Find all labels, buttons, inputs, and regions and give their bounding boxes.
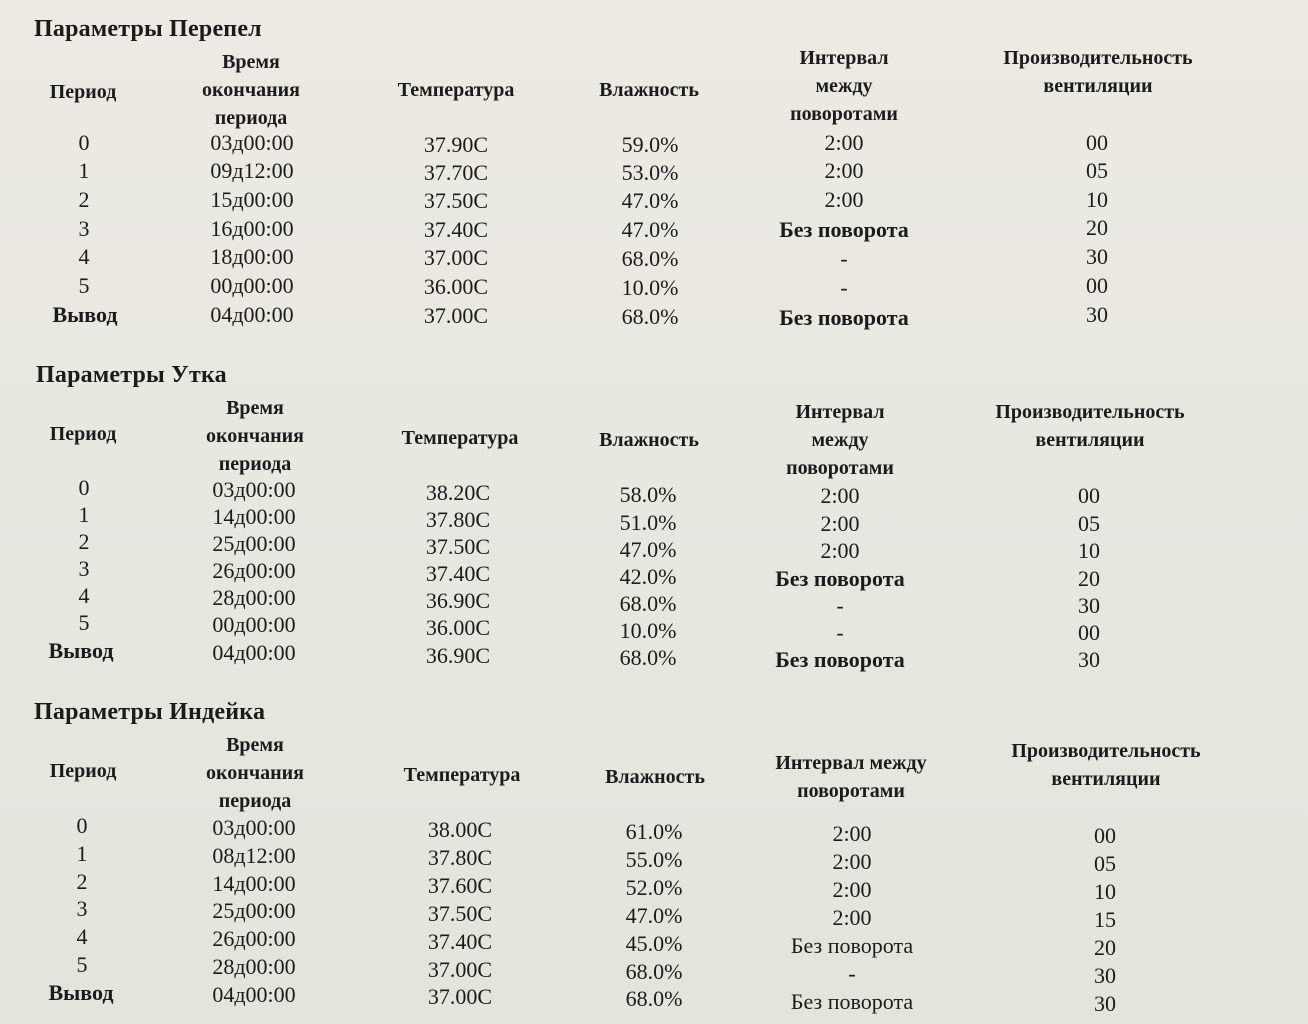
cell-end-time: 00д00:00 (210, 273, 294, 298)
cell-period: 4 (78, 244, 90, 269)
cell-ventilation: 20 (1094, 935, 1116, 960)
cell-end-time: 14д00:00 (212, 871, 296, 896)
cell-period: 1 (78, 158, 90, 183)
cell-interval: Без поворота (775, 566, 905, 591)
cell-ventilation: 30 (1078, 647, 1100, 672)
cell-ventilation: 00 (1086, 130, 1108, 155)
cell-ventilation: 10 (1078, 538, 1100, 563)
cell-end-time: 03д00:00 (212, 815, 296, 840)
cell-end-time: 26д00:00 (212, 558, 296, 583)
cell-interval: 2:00 (824, 158, 864, 183)
header-temperature: Температура (397, 79, 515, 101)
cell-period: Вывод (52, 302, 118, 327)
cell-temperature: 37.50C (423, 188, 489, 213)
header-end-time: Время окончания периода (202, 51, 300, 129)
cell-interval: 2:00 (832, 905, 872, 930)
cell-period: 2 (76, 869, 88, 894)
cell-period: 5 (78, 610, 90, 635)
cell-end-time: 18д00:00 (210, 244, 294, 269)
cell-ventilation: 00 (1086, 273, 1108, 298)
cell-humidity: 55.0% (625, 847, 683, 872)
cell-ventilation: 10 (1086, 187, 1108, 212)
cell-humidity: 68.0% (621, 304, 679, 329)
cell-humidity: 47.0% (621, 217, 679, 242)
cell-humidity: 68.0% (625, 959, 683, 984)
header-ventilation: Производительность вентиляции (995, 401, 1185, 451)
cell-ventilation: 30 (1086, 244, 1108, 269)
header-end-time: Время окончания периода (206, 397, 304, 475)
header-turn-interval: Интервал между поворотами (786, 401, 894, 479)
header-period: Период (49, 81, 117, 103)
cell-interval: Без поворота (779, 217, 909, 242)
cell-humidity: 42.0% (619, 564, 677, 589)
cell-end-time: 04д00:00 (210, 302, 294, 327)
cell-humidity: 10.0% (621, 275, 679, 300)
cell-end-time: 04д00:00 (212, 640, 296, 665)
cell-end-time: 26д00:00 (212, 926, 296, 951)
cell-temperature: 36.00C (423, 274, 489, 299)
section-title: Параметры Перепел (34, 16, 262, 42)
cell-temperature: 37.00C (423, 245, 489, 270)
cell-temperature: 36.90C (425, 643, 491, 668)
cell-ventilation: 00 (1094, 823, 1116, 848)
cell-interval: 2:00 (820, 483, 860, 508)
cell-ventilation: 30 (1094, 991, 1116, 1016)
cell-ventilation: 20 (1078, 566, 1100, 591)
cell-humidity: 47.0% (619, 537, 677, 562)
header-temperature: Температура (403, 764, 521, 786)
cell-end-time: 00д00:00 (212, 612, 296, 637)
cell-end-time: 14д00:00 (212, 504, 296, 529)
cell-temperature: 37.50C (427, 901, 493, 926)
cell-temperature: 38.20C (425, 480, 491, 505)
cell-humidity: 59.0% (621, 132, 679, 157)
cell-interval: 2:00 (824, 187, 864, 212)
cell-period: 0 (76, 813, 88, 838)
cell-temperature: 38.00C (427, 817, 493, 842)
header-period: Период (49, 760, 117, 782)
cell-interval: Без поворота (775, 647, 905, 672)
cell-ventilation: 20 (1086, 215, 1108, 240)
cell-period: 4 (78, 583, 90, 608)
cell-end-time: 04д00:00 (212, 982, 296, 1007)
cell-period: 1 (78, 502, 90, 527)
cell-interval: Без поворота (790, 933, 914, 958)
header-humidity: Влажность (605, 766, 705, 788)
cell-period: 2 (78, 187, 90, 212)
cell-humidity: 53.0% (621, 160, 679, 185)
cell-end-time: 09д12:00 (210, 158, 294, 183)
header-humidity: Влажность (599, 79, 699, 101)
cell-interval: Без поворота (779, 305, 909, 330)
cell-interval: 2:00 (820, 511, 860, 536)
cell-temperature: 37.40C (427, 929, 493, 954)
cell-period: 3 (78, 556, 90, 581)
cell-ventilation: 30 (1094, 963, 1116, 988)
cell-temperature: 37.40C (423, 217, 489, 242)
cell-period: 0 (78, 475, 90, 500)
cell-interval: - (840, 275, 848, 300)
cell-humidity: 58.0% (619, 482, 677, 507)
cell-end-time: 16д00:00 (210, 216, 294, 241)
header-end-time: Время окончания периода (206, 734, 304, 812)
cell-humidity: 52.0% (625, 875, 683, 900)
cell-humidity: 68.0% (625, 986, 683, 1011)
cell-temperature: 36.90C (425, 588, 491, 613)
cell-period: Вывод (48, 980, 114, 1005)
cell-ventilation: 05 (1086, 158, 1108, 183)
cell-temperature: 37.00C (427, 957, 493, 982)
cell-interval: - (836, 620, 844, 645)
cell-interval: - (848, 961, 856, 986)
cell-end-time: 15д00:00 (210, 187, 294, 212)
cell-temperature: 37.50C (425, 534, 491, 559)
cell-period: 0 (78, 130, 90, 155)
cell-interval: - (836, 593, 844, 618)
cell-humidity: 61.0% (625, 819, 683, 844)
cell-temperature: 37.80C (425, 507, 491, 532)
cell-period: 3 (78, 216, 90, 241)
cell-interval: - (840, 246, 848, 271)
cell-ventilation: 00 (1078, 483, 1100, 508)
header-turn-interval: Интервал между поворотами (790, 47, 898, 125)
header-turn-interval: Интервал между поворотами (775, 752, 927, 802)
cell-temperature: 37.40C (425, 561, 491, 586)
cell-humidity: 68.0% (619, 591, 677, 616)
cell-period: 2 (78, 529, 90, 554)
cell-end-time: 28д00:00 (212, 585, 296, 610)
cell-period: 3 (76, 896, 88, 921)
section-title: Параметры Утка (36, 362, 227, 388)
cell-end-time: 03д00:00 (212, 477, 296, 502)
cell-end-time: 08д12:00 (212, 843, 296, 868)
cell-ventilation: 30 (1086, 302, 1108, 327)
cell-period: 5 (76, 952, 88, 977)
cell-period: 1 (76, 841, 88, 866)
cell-temperature: 37.60C (427, 873, 493, 898)
cell-ventilation: 30 (1078, 593, 1100, 618)
cell-ventilation: 05 (1078, 511, 1100, 536)
cell-temperature: 36.00C (425, 615, 491, 640)
cell-humidity: 45.0% (625, 931, 683, 956)
cell-temperature: 37.70C (423, 160, 489, 185)
cell-ventilation: 00 (1078, 620, 1100, 645)
cell-ventilation: 15 (1094, 907, 1116, 932)
cell-temperature: 37.00C (427, 984, 493, 1009)
cell-humidity: 47.0% (625, 903, 683, 928)
cell-ventilation: 05 (1094, 851, 1116, 876)
cell-humidity: 68.0% (619, 645, 677, 670)
cell-temperature: 37.80C (427, 845, 493, 870)
cell-interval: 2:00 (820, 538, 860, 563)
cell-interval: 2:00 (832, 821, 872, 846)
header-temperature: Температура (401, 427, 519, 449)
cell-humidity: 10.0% (619, 618, 677, 643)
header-period: Период (49, 423, 117, 445)
header-humidity: Влажность (599, 429, 699, 451)
cell-humidity: 51.0% (619, 510, 677, 535)
cell-end-time: 03д00:00 (210, 130, 294, 155)
cell-ventilation: 10 (1094, 879, 1116, 904)
cell-end-time: 25д00:00 (212, 898, 296, 923)
cell-interval: 2:00 (832, 877, 872, 902)
cell-interval: 2:00 (832, 849, 872, 874)
cell-end-time: 25д00:00 (212, 531, 296, 556)
cell-temperature: 37.00C (423, 303, 489, 328)
cell-interval: 2:00 (824, 130, 864, 155)
cell-interval: Без поворота (790, 989, 914, 1014)
cell-period: 5 (78, 273, 90, 298)
cell-period: 4 (76, 924, 88, 949)
cell-period: Вывод (48, 638, 114, 663)
cell-temperature: 37.90C (423, 132, 489, 157)
cell-humidity: 47.0% (621, 188, 679, 213)
header-ventilation: Производительность вентиляции (1003, 47, 1193, 97)
header-ventilation: Производительность вентиляции (1011, 740, 1201, 790)
cell-humidity: 68.0% (621, 246, 679, 271)
section-title: Параметры Индейка (34, 699, 266, 725)
cell-end-time: 28д00:00 (212, 954, 296, 979)
